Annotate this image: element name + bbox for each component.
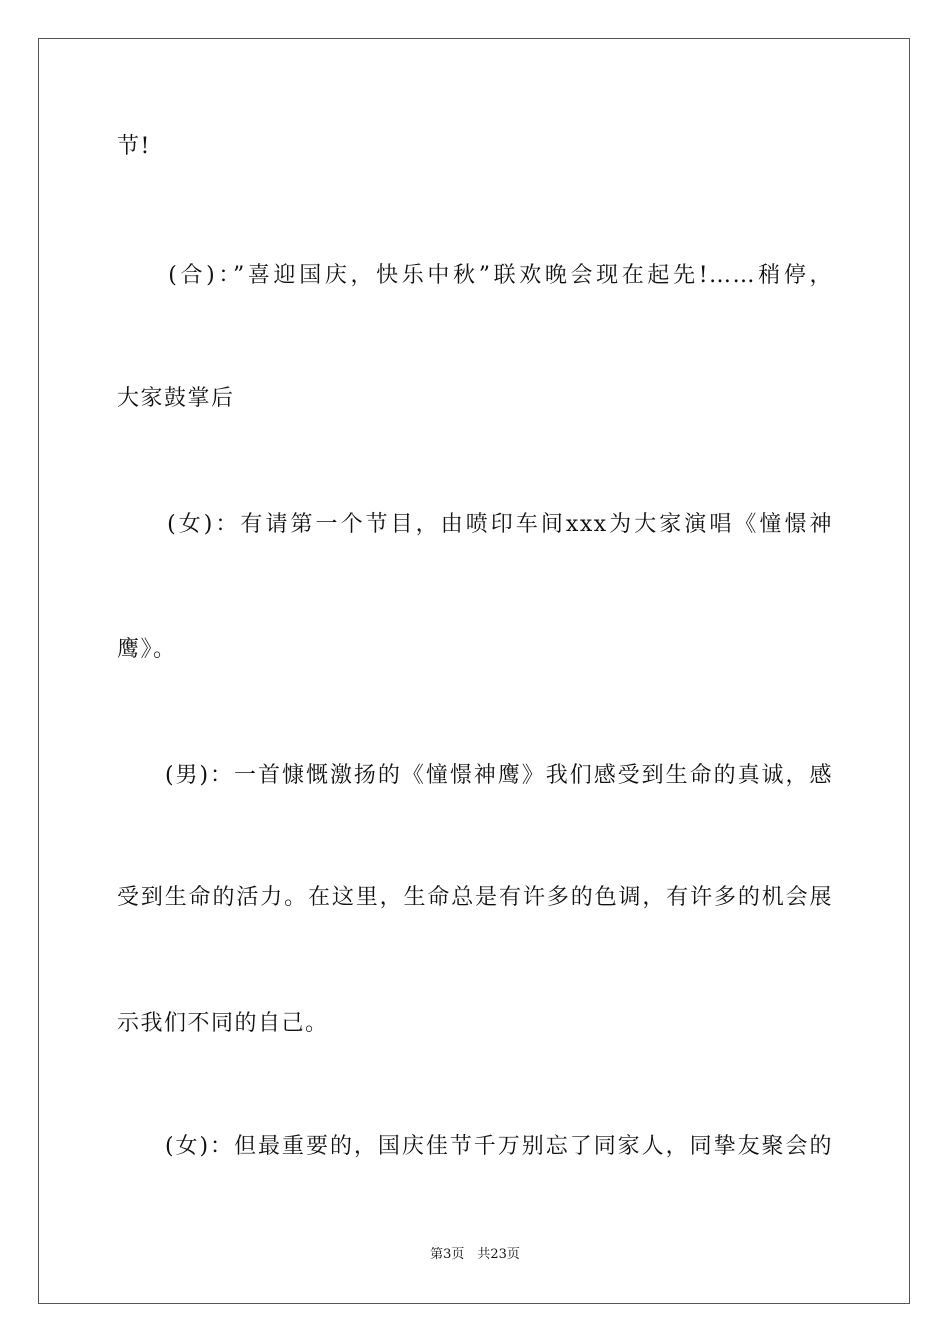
text-line: 示我们不同的自己。 bbox=[117, 1011, 329, 1036]
text-line: 大家鼓掌后 bbox=[117, 386, 235, 411]
page-border bbox=[38, 38, 910, 1304]
text-line: (女)：但最重要的，国庆佳节千万别忘了同家人，同挚友聚会的 bbox=[117, 1134, 833, 1159]
text-line: 受到生命的活力。在这里，生命总是有许多的色调，有许多的机会展 bbox=[117, 885, 833, 910]
text-line: 鹰》。 bbox=[117, 637, 177, 662]
page-number: 第3页 共23页 bbox=[430, 1247, 520, 1262]
text-line: (女)：有请第一个节目，由喷印车间xxx为大家演唱《憧憬神 bbox=[117, 512, 833, 537]
text-line: 节! bbox=[117, 134, 151, 159]
text-line: (合)：”喜迎国庆，快乐中秋”联欢晚会现在起先!……稍停， bbox=[117, 263, 833, 288]
text-line: (男)：一首慷慨激扬的《憧憬神鹰》我们感受到生命的真诚，感 bbox=[117, 763, 833, 788]
